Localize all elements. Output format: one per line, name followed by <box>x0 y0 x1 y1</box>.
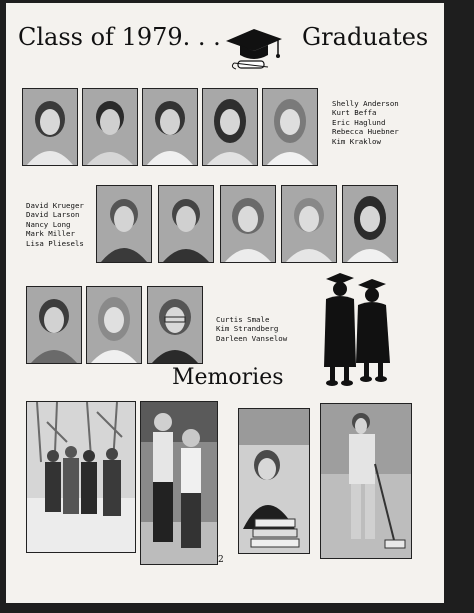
portrait-photo <box>26 286 82 364</box>
portrait-photo <box>158 185 214 263</box>
page-title-graduates: Graduates <box>302 23 429 51</box>
graduates-silhouette-icon <box>318 269 398 391</box>
portrait-photo <box>147 286 203 364</box>
student-name: Lisa Pliesels <box>26 238 84 248</box>
yearbook-page <box>6 3 444 603</box>
memories-photo <box>238 408 310 554</box>
portrait-photo <box>142 88 198 166</box>
portrait-photo <box>22 88 78 166</box>
portrait-photo <box>262 88 318 166</box>
portrait-photo <box>342 185 398 263</box>
portrait-photo <box>281 185 337 263</box>
memories-photo <box>140 401 218 565</box>
student-name: David Larson <box>26 210 80 220</box>
page-number: 2 <box>218 555 224 565</box>
name-list-row-2 <box>26 201 84 248</box>
portrait-photo <box>220 185 276 263</box>
student-name: David Krueger <box>26 201 84 210</box>
student-name: Mark Miller <box>26 229 75 239</box>
student-name: Kurt Beffa <box>332 108 377 118</box>
memories-title: Memories <box>172 365 284 390</box>
student-name: Rebecca Huebner <box>332 127 399 137</box>
portrait-photo <box>82 88 138 166</box>
student-name: Eric Haglund <box>332 117 386 127</box>
student-name: Nancy Long <box>26 219 71 229</box>
student-name: Darleen Vanselow <box>216 333 288 343</box>
portrait-photo <box>86 286 142 364</box>
student-name: Shelly Anderson <box>332 99 399 108</box>
page-title-class-of-1979: Class of 1979. . . <box>18 23 221 51</box>
memories-photo <box>26 401 136 553</box>
student-name: Curtis Smale <box>216 315 270 324</box>
student-name: Kim Strandberg <box>216 324 279 334</box>
student-name: Kim Kraklow <box>332 136 381 146</box>
name-list-row-1 <box>332 99 399 146</box>
name-list-row-3 <box>216 315 287 343</box>
memories-photo <box>320 403 412 559</box>
portrait-photo <box>96 185 152 263</box>
graduation-cap-icon <box>220 23 288 77</box>
portrait-photo <box>202 88 258 166</box>
